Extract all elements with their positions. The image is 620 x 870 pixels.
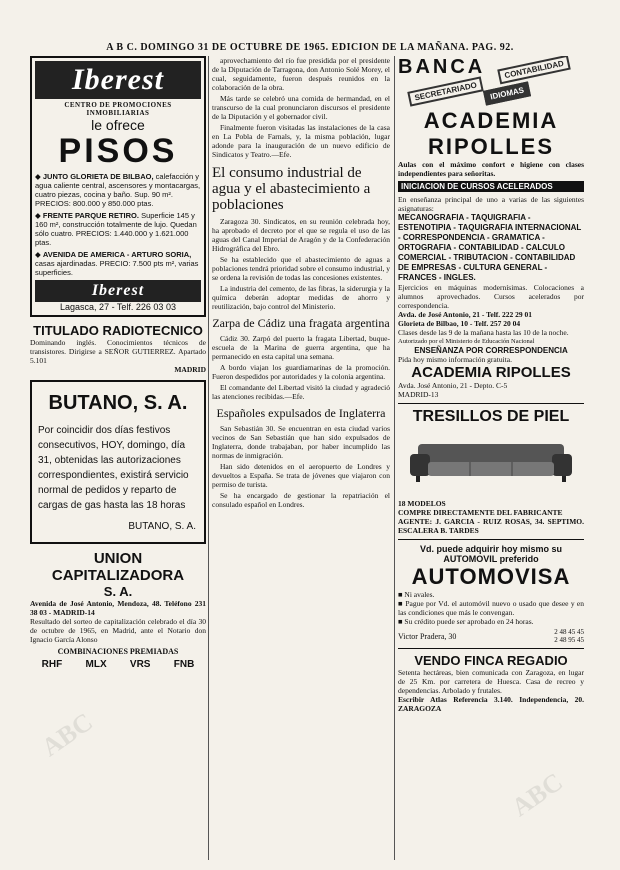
finca-contact: Escribir Atlas Referencia 3.140. Independencia, 20. ZARAGOZA <box>398 695 584 713</box>
academia-title-2: RIPOLLES <box>427 134 554 159</box>
tresillos-text: COMPRE DIRECTAMENTE DEL FABRICANTE <box>398 508 563 517</box>
automovisa-item: ■ Pague por Vd. el automóvil nuevo o usado que desee y en las condiciones que más le convengan. <box>398 599 584 617</box>
article-headline: El consumo industrial de agua y el abastecimiento a poblaciones <box>212 165 371 213</box>
automovisa-item: ■ Su crédito puede ser aprobado en 24 horas. <box>398 617 534 626</box>
combo: MLX <box>85 659 107 670</box>
academia-title-1: ACADEMIA <box>423 108 559 133</box>
iberest-item: ◆ JUNTO GLORIETA DE BILBAO, calefacción y agua caliente central, ascensores y montacargas, cuatro piezas, cocina y baño. Sup. 90 m². PRECIOS: 800.000 y 850.000 ptas. <box>35 172 201 208</box>
column-3 <box>398 56 584 864</box>
union-title: UNION CAPITALIZADORA <box>51 550 185 584</box>
union-combos <box>30 659 206 670</box>
iberest-item: ◆ FRENTE PARQUE RETIRO. Superficie 145 y 160 m², construcción totalmente de lujo. Quedan sólo cuatro. PRECIOS: 1.440.000 y 1.621.000 ptas. <box>35 211 197 247</box>
titulado-text: Dominando inglés. Conocimientos técnicos de transistores. Dirigirse a SEÑOR GUTIERREZ. Apartado 5.101 <box>30 338 206 365</box>
column-1 <box>30 56 206 864</box>
butano-title: BUTANO, S. A. <box>48 392 188 414</box>
watermark: ABC <box>506 766 568 823</box>
academia-ad <box>398 108 584 399</box>
automovisa-ad <box>398 544 584 644</box>
union-combos-title: COMBINACIONES PREMIADAS <box>57 647 179 656</box>
titulado-city: MADRID <box>174 365 206 374</box>
butano-ad <box>30 380 206 544</box>
tresillos-models: 18 MODELOS <box>398 499 446 508</box>
automovisa-phones: 2 48 45 45 2 48 95 45 <box>554 628 584 644</box>
union-address: Avenida de José Antonio, Mendoza, 48. Teléfono 231 38 03 - MADRID-14 <box>30 599 206 617</box>
finca-text: Setenta hectáreas, bien comunicada con Zaragoza, en lugar de 25 Km. por carretera de Huesca. Casa de recreo y dependencias. Arbolado y frutales. <box>398 668 584 695</box>
automovisa-contact <box>398 628 584 644</box>
column-2 <box>212 56 390 864</box>
titulado-ad <box>30 323 206 374</box>
academia-city: MADRID-13 <box>398 390 439 399</box>
automovisa-address: Victor Pradera, 30 <box>398 631 457 641</box>
article-intro: aprovechamiento del río fue presidida por el presidente de la Diputación de Tarragona, don Antonio Solé Morey, el cual, seguidamente, fueron después reunidos en la colaboración de la obra. Más tarde se celebró una comida de hermandad, en el transcurso de la cual pronunciaron discursos el presidente de la Diputación y el gobernador civil. Finalmente fueron visitadas las instalaciones de la casa en La Pobla de Farnals, y, la misma población, lugar adonde para la inauguración de un nuevo edificio de Sindicatos y Teatro.—Efe. <box>212 56 390 159</box>
academia-address: Avda. de José Antonio, 21 - Telf. 222 29 01 <box>398 310 533 319</box>
butano-body: Por coincidir dos días festivos consecutivos, HOY, domingo, día 31, obtenidas las autorizaciones correspondientes, existirá servicio normal de pedidos y reparto de cargas de gas hasta las 18 horas <box>38 425 189 511</box>
combo: FNB <box>173 659 195 670</box>
article-headline: Españoles expulsados de Inglaterra <box>216 406 386 420</box>
iberest-pisos: PISOS <box>58 132 178 170</box>
butano-sign: BUTANO, S. A. <box>128 521 196 532</box>
union-text: Resultado del sorteo de capitalización celebrado el día 30 de octubre de 1965, en Madrid, ante el Notario don Ignacio García Alonso <box>30 617 206 644</box>
finca-ad <box>398 653 584 713</box>
academia-extra: Ejercicios en máquinas modernísimas. Colocaciones a alumnos aprovechados. Cursos acelerados por correspondencia. <box>398 283 584 310</box>
divider <box>398 403 584 404</box>
automovisa-title: AUTOMOVISA <box>411 564 571 589</box>
article-body: Cádiz 30. Zarpó del puerto la fragata Libertad, buque-escuela de la Marina de guerra argentina, que ha permanecido en esta capital una semana. A bordo viajan los guardiamarinas de la promoción. Fueron despedidos por autoridades y la colonia argentina. El comandante del Libertad visitó la ciudad y agradeció las atenciones recibidas.—Efe. <box>212 334 390 401</box>
page-header: A B C. DOMINGO 31 DE OCTUBRE DE 1965. EDICION DE LA MAÑANA. PAG. 92. <box>106 42 514 53</box>
union-sa: S. A. <box>103 584 133 599</box>
iberest-address: Lagasca, 27 - Telf. 226 03 03 <box>60 302 176 312</box>
banca-ad <box>398 56 584 108</box>
academia-subjects: MECANOGRAFIA - TAQUIGRAFIA - ESTENOTIPIA - TAQUIGRAFIA INTERNACIONAL - CORRESPONDENCIA - GRAMATICA - ORTOGRAFIA - CONTABILIDAD - CALCULO COMERCIAL - TRIBUTACION - CONTABILIDAD DE EMPRESAS - CULTURA GENERAL - FRANCES - INGLES. <box>398 213 582 282</box>
iberest-ad <box>30 56 206 317</box>
article-body: San Sebastián 30. Se encuentran en esta ciudad varios vecinos de San Sebastián que han sido expulsados de Inglaterra, donde trabajaban, por haber incumplido las normas de inmigración. Han sido detenidos en el aeropuerto de Londres y devueltos a España. Se trata de jóvenes que viajaron con permiso de turista. Se ha encargado de gestionar la repatriación el consulado español en Londres. <box>212 424 390 509</box>
stamp-contabilidad: CONTABILIDAD <box>497 56 571 84</box>
academia-auth: Autorizado por el Ministerio de Educación Nacional <box>398 338 535 345</box>
watermark: ABC <box>36 706 98 763</box>
academia-text: En enseñanza principal de uno a varias de las siguientes asignaturas: <box>398 195 584 213</box>
iberest-footer-logo: Iberest <box>35 280 201 302</box>
tresillos-address: AGENTE: J. GARCIA - RUIZ ROSAS, 34. SEPTIMO. ESCALERA B. TARDES <box>398 517 584 535</box>
academia-name-2: ACADEMIA RIPOLLES <box>411 364 571 381</box>
titulado-title: TITULADO RADIOTECNICO <box>33 323 203 338</box>
academia-corr-text: Pida hoy mismo información gratuita. <box>398 355 512 364</box>
academia-address: Avda. José Antonio, 21 - Depto. C-5 <box>398 381 508 390</box>
tresillos-ad <box>398 408 584 535</box>
iberest-offer: le ofrece <box>91 117 145 133</box>
sofa-illustration <box>398 430 584 490</box>
stamp-secretariado: SECRETARIADO <box>407 76 484 106</box>
automovisa-item: ■ Ni avales. <box>398 590 435 599</box>
iberest-logo: Iberest <box>35 61 201 99</box>
divider <box>398 648 584 649</box>
column-rule <box>208 56 209 860</box>
stamp-idiomas: IDIOMAS <box>483 81 531 105</box>
iberest-subtitle: CENTRO DE PROMOCIONES INMOBILIARIAS <box>64 101 172 117</box>
union-ad <box>30 550 206 670</box>
divider <box>398 539 584 540</box>
combo: VRS <box>129 659 151 670</box>
academia-address: Glorieta de Bilbao, 10 - Telf. 257 20 04 <box>398 319 521 328</box>
iberest-item: ◆ AVENIDA DE AMERICA - ARTURO SORIA, casas ajardinadas. PRECIO: 7.500 pts m², varias superficies. <box>35 250 199 277</box>
academia-banner: INICIACION DE CURSOS ACELERADOS <box>398 181 584 192</box>
article-body: Zaragoza 30. Sindicatos, en su reunión celebrada hoy, ha aprobado el decreto por el que se regula el uso de las aguas del Canal Imperial de Aragón y de la Confederación Hidrográfica del Ebro. Se ha establecido que el abastecimiento de aguas a poblaciones tendrá prioridad sobre el consumo industrial, y se ordena la revisión de todas las concesiones existentes. La industria del cemento, de las fibras, la siderurgia y la química deberán adoptar medidas de ahorro y reutilización, bajo control del Ministerio. <box>212 217 390 311</box>
academia-corr-title: ENSEÑANZA POR CORRESPONDENCIA <box>414 346 568 355</box>
academia-tagline: Aulas con el máximo confort e higiene con clases independientes para señoritas. <box>398 160 584 178</box>
combo: RHF <box>41 659 63 670</box>
banca-title: BANCA <box>398 56 486 78</box>
column-rule <box>394 56 395 860</box>
article-headline: Zarpa de Cádiz una fragata argentina <box>212 316 390 330</box>
automovisa-lead: Vd. puede adquirir hoy mismo su AUTOMOVIL preferido <box>419 544 563 564</box>
finca-title: VENDO FINCA REGADIO <box>414 653 568 668</box>
tresillos-title: TRESILLOS DE PIEL <box>412 408 570 425</box>
academia-hours: Clases desde las 9 de la mañana hasta las 10 de la noche. <box>398 328 569 337</box>
